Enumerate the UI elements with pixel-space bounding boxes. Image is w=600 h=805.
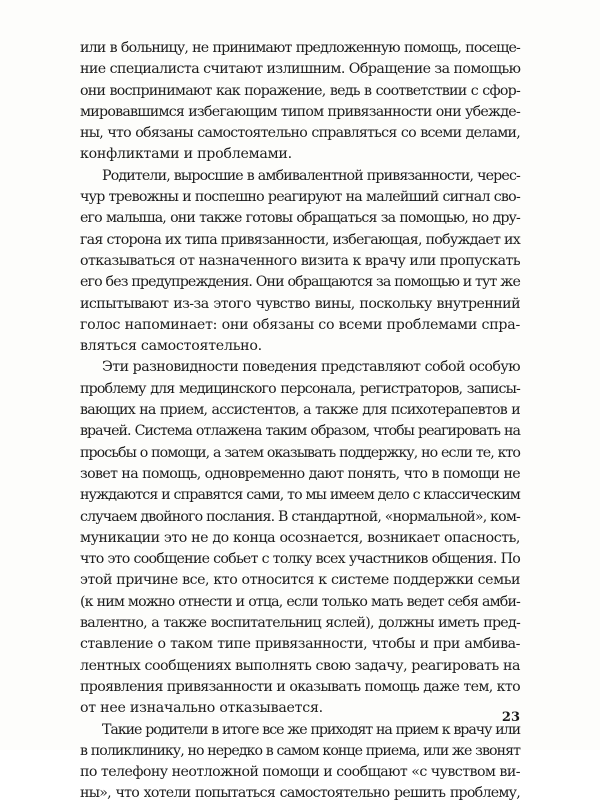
text-line: гая сторона их типа привязанности, избегающая, побуждает их — [80, 231, 520, 248]
text-line: испытывают из-за этого чувство вины, поскольку внутренний — [80, 295, 520, 312]
text-line: Такие родители в итоге все же приходят на прием к врачу или — [102, 721, 520, 738]
text-line: зовет на помощь, одновременно дают понять, что в помощи не — [80, 465, 520, 482]
paragraph — [80, 38, 520, 166]
text-line: его малыша, они также готовы обращаться за помощью, но дру- — [80, 210, 520, 227]
text-line: вляться самостоятельно. — [80, 338, 262, 355]
text-line: Эти разновидности поведения представляют собой особую — [102, 359, 520, 376]
text-line: ны, что обязаны самостоятельно справляться со всеми делами, — [80, 125, 520, 142]
text-line: ны», что хотели попытаться самостоятельно решить проблему, — [80, 785, 520, 802]
text-line: от нее изначально отказывается. — [80, 700, 323, 717]
paragraph — [80, 166, 520, 358]
text-line: ставление о таком типе привязанности, чтобы и при амбива- — [80, 636, 520, 653]
text-line: голос напоминает: они обязаны со всеми проблемами спра- — [80, 316, 520, 333]
text-line: его без предупреждения. Они обращаются за помощью и тут же — [80, 274, 520, 291]
paragraph — [80, 357, 520, 719]
text-line: врачей. Система отлажена таким образом, чтобы реагировать на — [80, 423, 520, 440]
text-line: Родители, выросшие в амбивалентной привязанности, черес- — [102, 167, 520, 184]
page-number: 23 — [501, 710, 520, 725]
text-line: случаем двойного послания. В стандартной, «нормальной», ком- — [80, 508, 520, 525]
text-line: лентных сообщениях выполнять свою задачу, реагировать на — [80, 657, 520, 674]
text-line: валентно, а также воспитательниц яслей), должны иметь пред- — [80, 615, 520, 632]
text-line: проблему для медицинского персонала, регистраторов, записы- — [80, 380, 520, 397]
text-line: отказываться от назначенного визита к врачу или пропускать — [80, 252, 520, 269]
text-line: они воспринимают как поражение, ведь в соответствии с сфор- — [80, 82, 520, 99]
text-line: мировавшимся избегающим типом привязанности они убежде- — [80, 103, 520, 120]
text-line: в поликлинику, но нередко в самом конце приема, или же звонят — [80, 742, 520, 759]
text-line: или в больницу, не принимают предложенную помощь, посеще- — [80, 40, 520, 56]
text-line: (к ним можно отнести и отца, если только мать ведет себя амби- — [80, 593, 520, 610]
text-line: конфликтами и проблемами. — [80, 146, 292, 163]
text-line: просьбы о помощи, а затем оказывать поддержку, но если те, кто — [80, 444, 520, 461]
text-line: ние специалиста считают излишним. Обращение за помощью — [80, 61, 521, 78]
text-line: муникации это не до конца осознается, возникает опасность, — [80, 529, 520, 546]
text-line: чур тревожны и поспешно реагируют на малейший сигнал сво- — [80, 189, 520, 206]
paragraph — [80, 720, 520, 805]
text-line: что это сообщение собьет с толку всех участников общения. По — [80, 551, 520, 568]
text-line: этой причине все, кто относится к системе поддержки семьи — [80, 572, 520, 589]
text-line: нуждаются и справятся сами, то мы имеем дело с классическим — [80, 487, 520, 504]
text-line: по телефону неотложной помощи и сообщают «с чувством ви- — [80, 764, 520, 781]
text-line: вающих на прием, ассистентов, а также для психотерапевтов и — [80, 402, 520, 419]
text-line: проявления привязанности и оказывать помощь даже тем, кто — [80, 678, 520, 695]
body-text — [80, 38, 520, 805]
